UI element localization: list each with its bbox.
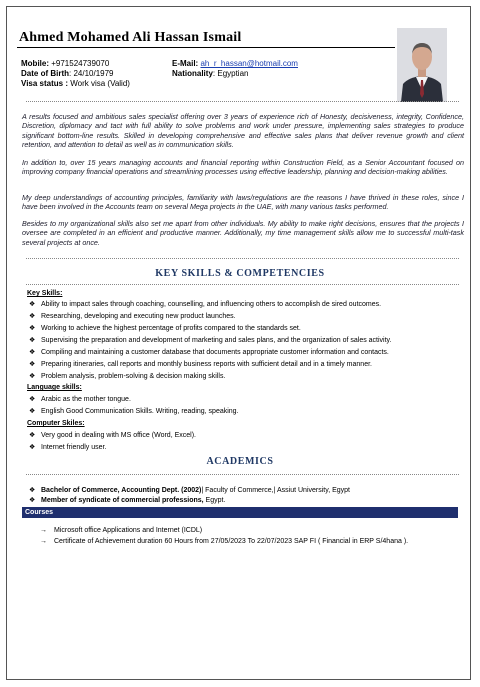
bullet-icon: ❖ [29, 313, 36, 320]
visa-value: Work visa (Valid) [70, 79, 130, 88]
mobile-line: Mobile: +971524739070 [21, 59, 110, 68]
bullet-icon: ❖ [29, 487, 36, 494]
dob-value: : 24/10/1979 [69, 69, 114, 78]
bullet-icon: ❖ [29, 497, 36, 504]
bullet-icon: ❖ [29, 361, 36, 368]
dob-line: Date of Birth: 24/10/1979 [21, 69, 114, 78]
divider [26, 284, 459, 285]
list-item: ❖ Ability to impact sales through coaching, counselling, and influencing others to accomplish de sired outcomes. [29, 301, 382, 308]
list-item: ❖ English Good Communication Skills. Writing, reading, speaking. [29, 408, 239, 415]
bullet-icon: ❖ [29, 444, 36, 451]
bullet-icon: ❖ [29, 325, 36, 332]
language-skills-label: Language skills: [27, 384, 82, 391]
list-item: → Microsoft office Applications and Internet (ICDL) [40, 527, 203, 534]
nationality-value: : Egyptian [212, 69, 249, 78]
key-skills-label: Key Skills: [27, 290, 63, 297]
list-item: ❖ Supervising the preparation and development of marketing and sales plans, and the organization of sales activity. [29, 337, 392, 344]
candidate-name: Ahmed Mohamed Ali Hassan Ismail [19, 30, 242, 45]
name-underline [17, 47, 395, 48]
list-item: ❖ Arabic as the mother tongue. [29, 396, 131, 403]
email-line: E-Mail: ah_r_hassan@hotmail.com [172, 59, 298, 68]
summary-paragraph-1: A results focused and ambitious sales specialist offering over 3 years of experience rich of Honesty, decisiveness, integrity, Confidence, Discretion, diplomacy and tact with full ability to solve problems and work under pressure, implementing sales strategies to produce significant bottom-line results. Skilled in developing comprehensive and effective sales plans that deliver revenue growth and client retention, and attention to detail as well as in communication skills. [22, 112, 464, 150]
list-item: → Certificate of Achievement duration 60 Hours from 27/05/2023 To 22/07/2023 SAP FI ( Financial in ERP S/4hana ). [40, 538, 409, 545]
divider [26, 258, 459, 259]
list-item: ❖ Researching, developing and executing new product launches. [29, 313, 236, 320]
bullet-icon: ❖ [29, 301, 36, 308]
nationality-line: Nationality: Egyptian [172, 69, 249, 78]
bullet-icon: ❖ [29, 373, 36, 380]
list-item: ❖ Preparing itineraries, call reports and monthly business reports with sufficient detail and in a timely manner. [29, 361, 372, 368]
courses-heading: Courses [22, 507, 458, 518]
list-item: ❖ Working to achieve the highest percentage of profits compared to the standards set. [29, 325, 301, 332]
summary-paragraph-4: Besides to my organizational skills also set me apart from other individuals. My ability to make right decisions, ensures that the projects I oversee are completed in an efficient and productive manner. Additionally, my time management skills allow me to successful multi-task several projects at once. [22, 219, 464, 247]
arrow-icon: → [40, 538, 47, 545]
summary-paragraph-3: My deep understandings of accounting principles, familiarity with laws/regulations are the reasons I have thrived in these roles, since I have been involved in the Accounts team on several Mega projects in the UAE, with many various tasks performed. [22, 193, 464, 212]
list-item: ❖ Very good in dealing with MS office (Word, Excel). [29, 432, 196, 439]
arrow-icon: → [40, 527, 47, 534]
bullet-icon: ❖ [29, 396, 36, 403]
email-link[interactable]: ah_r_hassan@hotmail.com [200, 59, 298, 68]
divider [26, 474, 459, 475]
bullet-icon: ❖ [29, 432, 36, 439]
bullet-icon: ❖ [29, 408, 36, 415]
list-item: ❖ Bachelor of Commerce, Accounting Dept. (2002)| Faculty of Commerce,| Assiut University, Egypt [29, 487, 350, 494]
list-item: ❖ Problem analysis, problem-solving & decision making skills. [29, 373, 226, 380]
list-item: ❖ Compiling and maintaining a customer database that documents appropriate customer information and contacts. [29, 349, 389, 356]
skills-heading: KEY SKILLS & COMPETENCIES [155, 268, 325, 279]
bullet-icon: ❖ [29, 337, 36, 344]
summary-paragraph-2: In addition to, over 15 years managing accounts and financial reporting within Construction Field, as a Senior Accountant focused on improving company financial operations and streamlining processes using effective leadership, planning and decision-making abilities. [22, 158, 464, 177]
academics-heading: ACADEMICS [206, 456, 274, 467]
bullet-icon: ❖ [29, 349, 36, 356]
mobile-value: +971524739070 [51, 59, 110, 68]
profile-photo [397, 28, 447, 102]
divider [26, 101, 459, 102]
list-item: ❖ Internet friendly user. [29, 444, 107, 451]
list-item: ❖ Member of syndicate of commercial professions, Egypt. [29, 497, 226, 504]
visa-line: Visa status : Work visa (Valid) [21, 79, 130, 88]
computer-skills-label: Computer Skiles: [27, 420, 85, 427]
